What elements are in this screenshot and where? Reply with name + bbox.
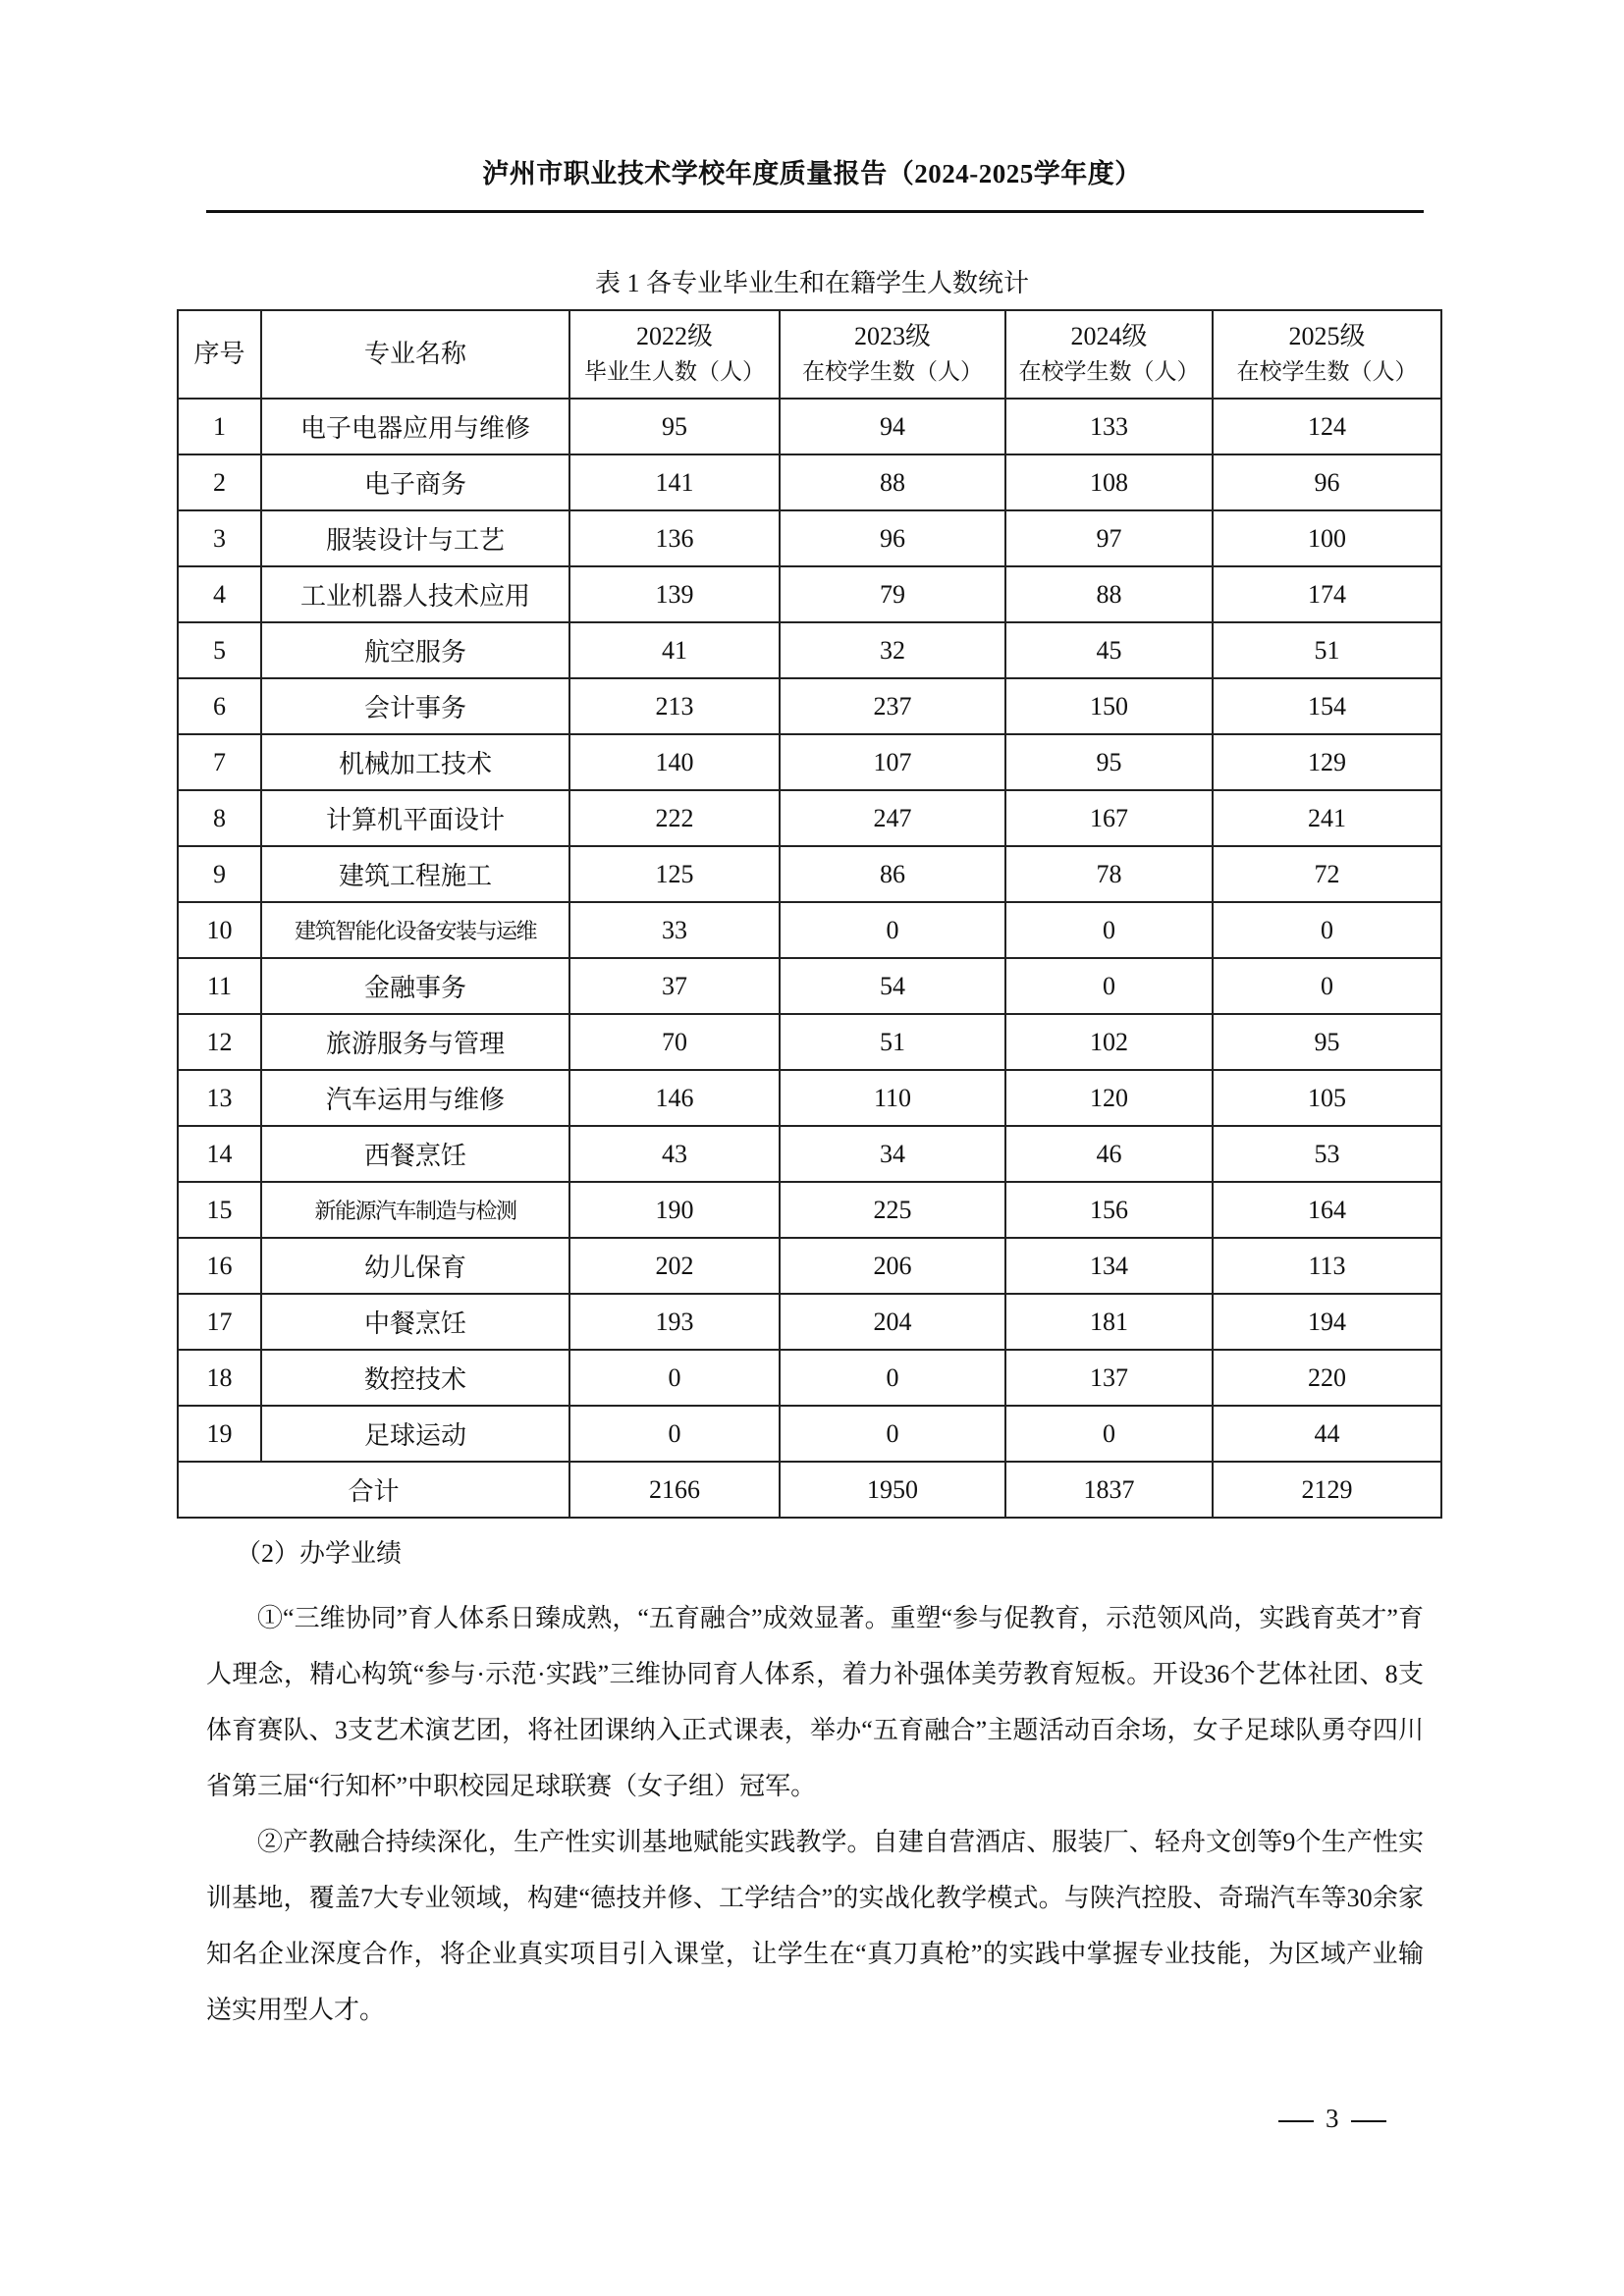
cell-2022: 33 [569,902,780,958]
cell-2023: 110 [780,1070,1005,1126]
running-header-title: 泸州市职业技术学校年度质量报告（2024-2025学年度） [482,159,1142,188]
total-2024: 1837 [1005,1462,1213,1518]
table-total-row [178,1462,1441,1518]
cell-no: 3 [178,510,261,566]
cell-major-name: 工业机器人技术应用 [261,566,569,622]
col-header-2025: 2025级 在校学生数（人） [1213,310,1441,399]
page-dash-left [1278,2120,1314,2122]
cell-major-name: 汽车运用与维修 [261,1070,569,1126]
table-row [178,1350,1441,1406]
table-row [178,1294,1441,1350]
table-row [178,1238,1441,1294]
table-row [178,902,1441,958]
total-label: 合计 [178,1462,569,1518]
paragraph-1: ①“三维协同”育人体系日臻成熟，“五育融合”成效显著。重塑“参与促教育，示范领风尚，实践育英才”育人理念，精心构筑“参与·示范·实践”三维协同育人体系，着力补强体美劳教育短板。开设36个艺体社团、8支体育赛队、3支艺术演艺团，将社团课纳入正式课表，举办“五育融合”主题活动百余场，女子足球队勇夺四川省第三届“行知杯”中职校园足球联赛（女子组）冠军。 [206,1604,1424,1800]
cell-2024: 97 [1005,510,1213,566]
col-header-no: 序号 [178,310,261,399]
cell-2022: 0 [569,1406,780,1462]
table-row [178,1070,1441,1126]
page-number-text: 3 [1326,2104,1339,2133]
cell-2024: 108 [1005,454,1213,510]
cell-2025: 95 [1213,1014,1441,1070]
cell-no: 1 [178,399,261,454]
cell-2025: 113 [1213,1238,1441,1294]
cell-2024: 102 [1005,1014,1213,1070]
cell-2023: 0 [780,1406,1005,1462]
cell-2025: 100 [1213,510,1441,566]
cell-2025: 96 [1213,454,1441,510]
col-header-2022: 2022级 毕业生人数（人） [569,310,780,399]
paragraph-2: ②产教融合持续深化，生产性实训基地赋能实践教学。自建自营酒店、服装厂、轻舟文创等9个生产性实训基地，覆盖7大专业领域，构建“德技并修、工学结合”的实战化教学模式。与陕汽控股、奇瑞汽车等30余家知名企业深度合作，将企业真实项目引入课堂，让学生在“真刀真枪”的实践中掌握专业技能，为区域产业输送实用型人才。 [206,1828,1424,2024]
cell-2025: 53 [1213,1126,1441,1182]
cell-no: 11 [178,958,261,1014]
cell-2024: 0 [1005,902,1213,958]
cell-no: 16 [178,1238,261,1294]
cell-2025: 72 [1213,846,1441,902]
total-2023: 1950 [780,1462,1005,1518]
cell-2023: 88 [780,454,1005,510]
cell-no: 19 [178,1406,261,1462]
table-row [178,1014,1441,1070]
table-row [178,510,1441,566]
cell-2025: 44 [1213,1406,1441,1462]
cell-major-name: 幼儿保育 [261,1238,569,1294]
col-header-major: 专业名称 [261,310,569,399]
cell-2025: 154 [1213,678,1441,734]
table-row [178,1406,1441,1462]
cell-2024: 45 [1005,622,1213,678]
cell-2025: 220 [1213,1350,1441,1406]
cell-no: 9 [178,846,261,902]
table-row [178,846,1441,902]
cell-2025: 174 [1213,566,1441,622]
cell-no: 6 [178,678,261,734]
cell-major-name: 会计事务 [261,678,569,734]
cell-2024: 156 [1005,1182,1213,1238]
cell-2023: 206 [780,1238,1005,1294]
cell-2022: 136 [569,510,780,566]
cell-2022: 141 [569,454,780,510]
cell-major-name: 航空服务 [261,622,569,678]
cell-2022: 37 [569,958,780,1014]
cell-2025: 0 [1213,902,1441,958]
cell-2022: 213 [569,678,780,734]
cell-major-name: 新能源汽车制造与检测 [261,1182,569,1238]
cell-2025: 124 [1213,399,1441,454]
col-header-2023: 2023级 在校学生数（人） [780,310,1005,399]
cell-2023: 237 [780,678,1005,734]
cell-2025: 164 [1213,1182,1441,1238]
cell-2025: 241 [1213,790,1441,846]
table-row [178,622,1441,678]
cell-2024: 78 [1005,846,1213,902]
table-row [178,734,1441,790]
cell-2022: 146 [569,1070,780,1126]
table-row [178,566,1441,622]
cell-2024: 95 [1005,734,1213,790]
cell-no: 17 [178,1294,261,1350]
students-table [177,309,1442,1519]
cell-2024: 133 [1005,399,1213,454]
cell-2023: 225 [780,1182,1005,1238]
cell-2022: 43 [569,1126,780,1182]
table-row [178,1182,1441,1238]
cell-2024: 167 [1005,790,1213,846]
cell-no: 4 [178,566,261,622]
cell-major-name: 旅游服务与管理 [261,1014,569,1070]
cell-2022: 139 [569,566,780,622]
page-number [1267,2104,1398,2134]
cell-no: 12 [178,1014,261,1070]
cell-no: 14 [178,1126,261,1182]
cell-2025: 0 [1213,958,1441,1014]
cell-2025: 105 [1213,1070,1441,1126]
cell-2024: 0 [1005,1406,1213,1462]
cell-major-name: 计算机平面设计 [261,790,569,846]
cell-no: 18 [178,1350,261,1406]
cell-2024: 150 [1005,678,1213,734]
cell-no: 13 [178,1070,261,1126]
cell-major-name: 金融事务 [261,958,569,1014]
cell-2023: 247 [780,790,1005,846]
cell-no: 8 [178,790,261,846]
cell-2022: 202 [569,1238,780,1294]
cell-2023: 204 [780,1294,1005,1350]
col-header-2024: 2024级 在校学生数（人） [1005,310,1213,399]
cell-major-name: 数控技术 [261,1350,569,1406]
cell-2022: 0 [569,1350,780,1406]
table-caption: 表 1 各专业毕业生和在籍学生人数统计 [594,269,1029,297]
total-2022: 2166 [569,1462,780,1518]
cell-2022: 222 [569,790,780,846]
table-row [178,958,1441,1014]
cell-2025: 194 [1213,1294,1441,1350]
cell-major-name: 服装设计与工艺 [261,510,569,566]
cell-2023: 107 [780,734,1005,790]
cell-2023: 34 [780,1126,1005,1182]
table-row [178,399,1441,454]
header-divider [206,210,1424,213]
cell-2022: 95 [569,399,780,454]
table-header-row [178,310,1441,399]
cell-major-name: 足球运动 [261,1406,569,1462]
cell-major-name: 西餐烹饪 [261,1126,569,1182]
cell-2023: 79 [780,566,1005,622]
cell-2022: 41 [569,622,780,678]
section-subheading: （2）办学业绩 [236,1539,403,1568]
cell-2023: 86 [780,846,1005,902]
cell-major-name: 建筑智能化设备安装与运维 [261,902,569,958]
table-row [178,1126,1441,1182]
cell-2024: 0 [1005,958,1213,1014]
cell-no: 7 [178,734,261,790]
cell-2024: 137 [1005,1350,1213,1406]
cell-2025: 129 [1213,734,1441,790]
cell-no: 2 [178,454,261,510]
cell-2023: 0 [780,1350,1005,1406]
cell-no: 10 [178,902,261,958]
cell-2023: 32 [780,622,1005,678]
cell-2024: 46 [1005,1126,1213,1182]
cell-major-name: 机械加工技术 [261,734,569,790]
cell-2022: 193 [569,1294,780,1350]
cell-2025: 51 [1213,622,1441,678]
page-dash-right [1351,2120,1386,2122]
cell-2022: 70 [569,1014,780,1070]
cell-no: 15 [178,1182,261,1238]
cell-2023: 0 [780,902,1005,958]
cell-major-name: 电子商务 [261,454,569,510]
cell-2024: 120 [1005,1070,1213,1126]
cell-major-name: 中餐烹饪 [261,1294,569,1350]
cell-no: 5 [178,622,261,678]
table-row [178,454,1441,510]
cell-major-name: 建筑工程施工 [261,846,569,902]
cell-2023: 51 [780,1014,1005,1070]
cell-2024: 88 [1005,566,1213,622]
table-row [178,678,1441,734]
cell-2022: 140 [569,734,780,790]
cell-major-name: 电子电器应用与维修 [261,399,569,454]
cell-2023: 94 [780,399,1005,454]
cell-2024: 134 [1005,1238,1213,1294]
cell-2022: 190 [569,1182,780,1238]
cell-2023: 96 [780,510,1005,566]
table-row [178,790,1441,846]
cell-2023: 54 [780,958,1005,1014]
cell-2024: 181 [1005,1294,1213,1350]
cell-2022: 125 [569,846,780,902]
total-2025: 2129 [1213,1462,1441,1518]
